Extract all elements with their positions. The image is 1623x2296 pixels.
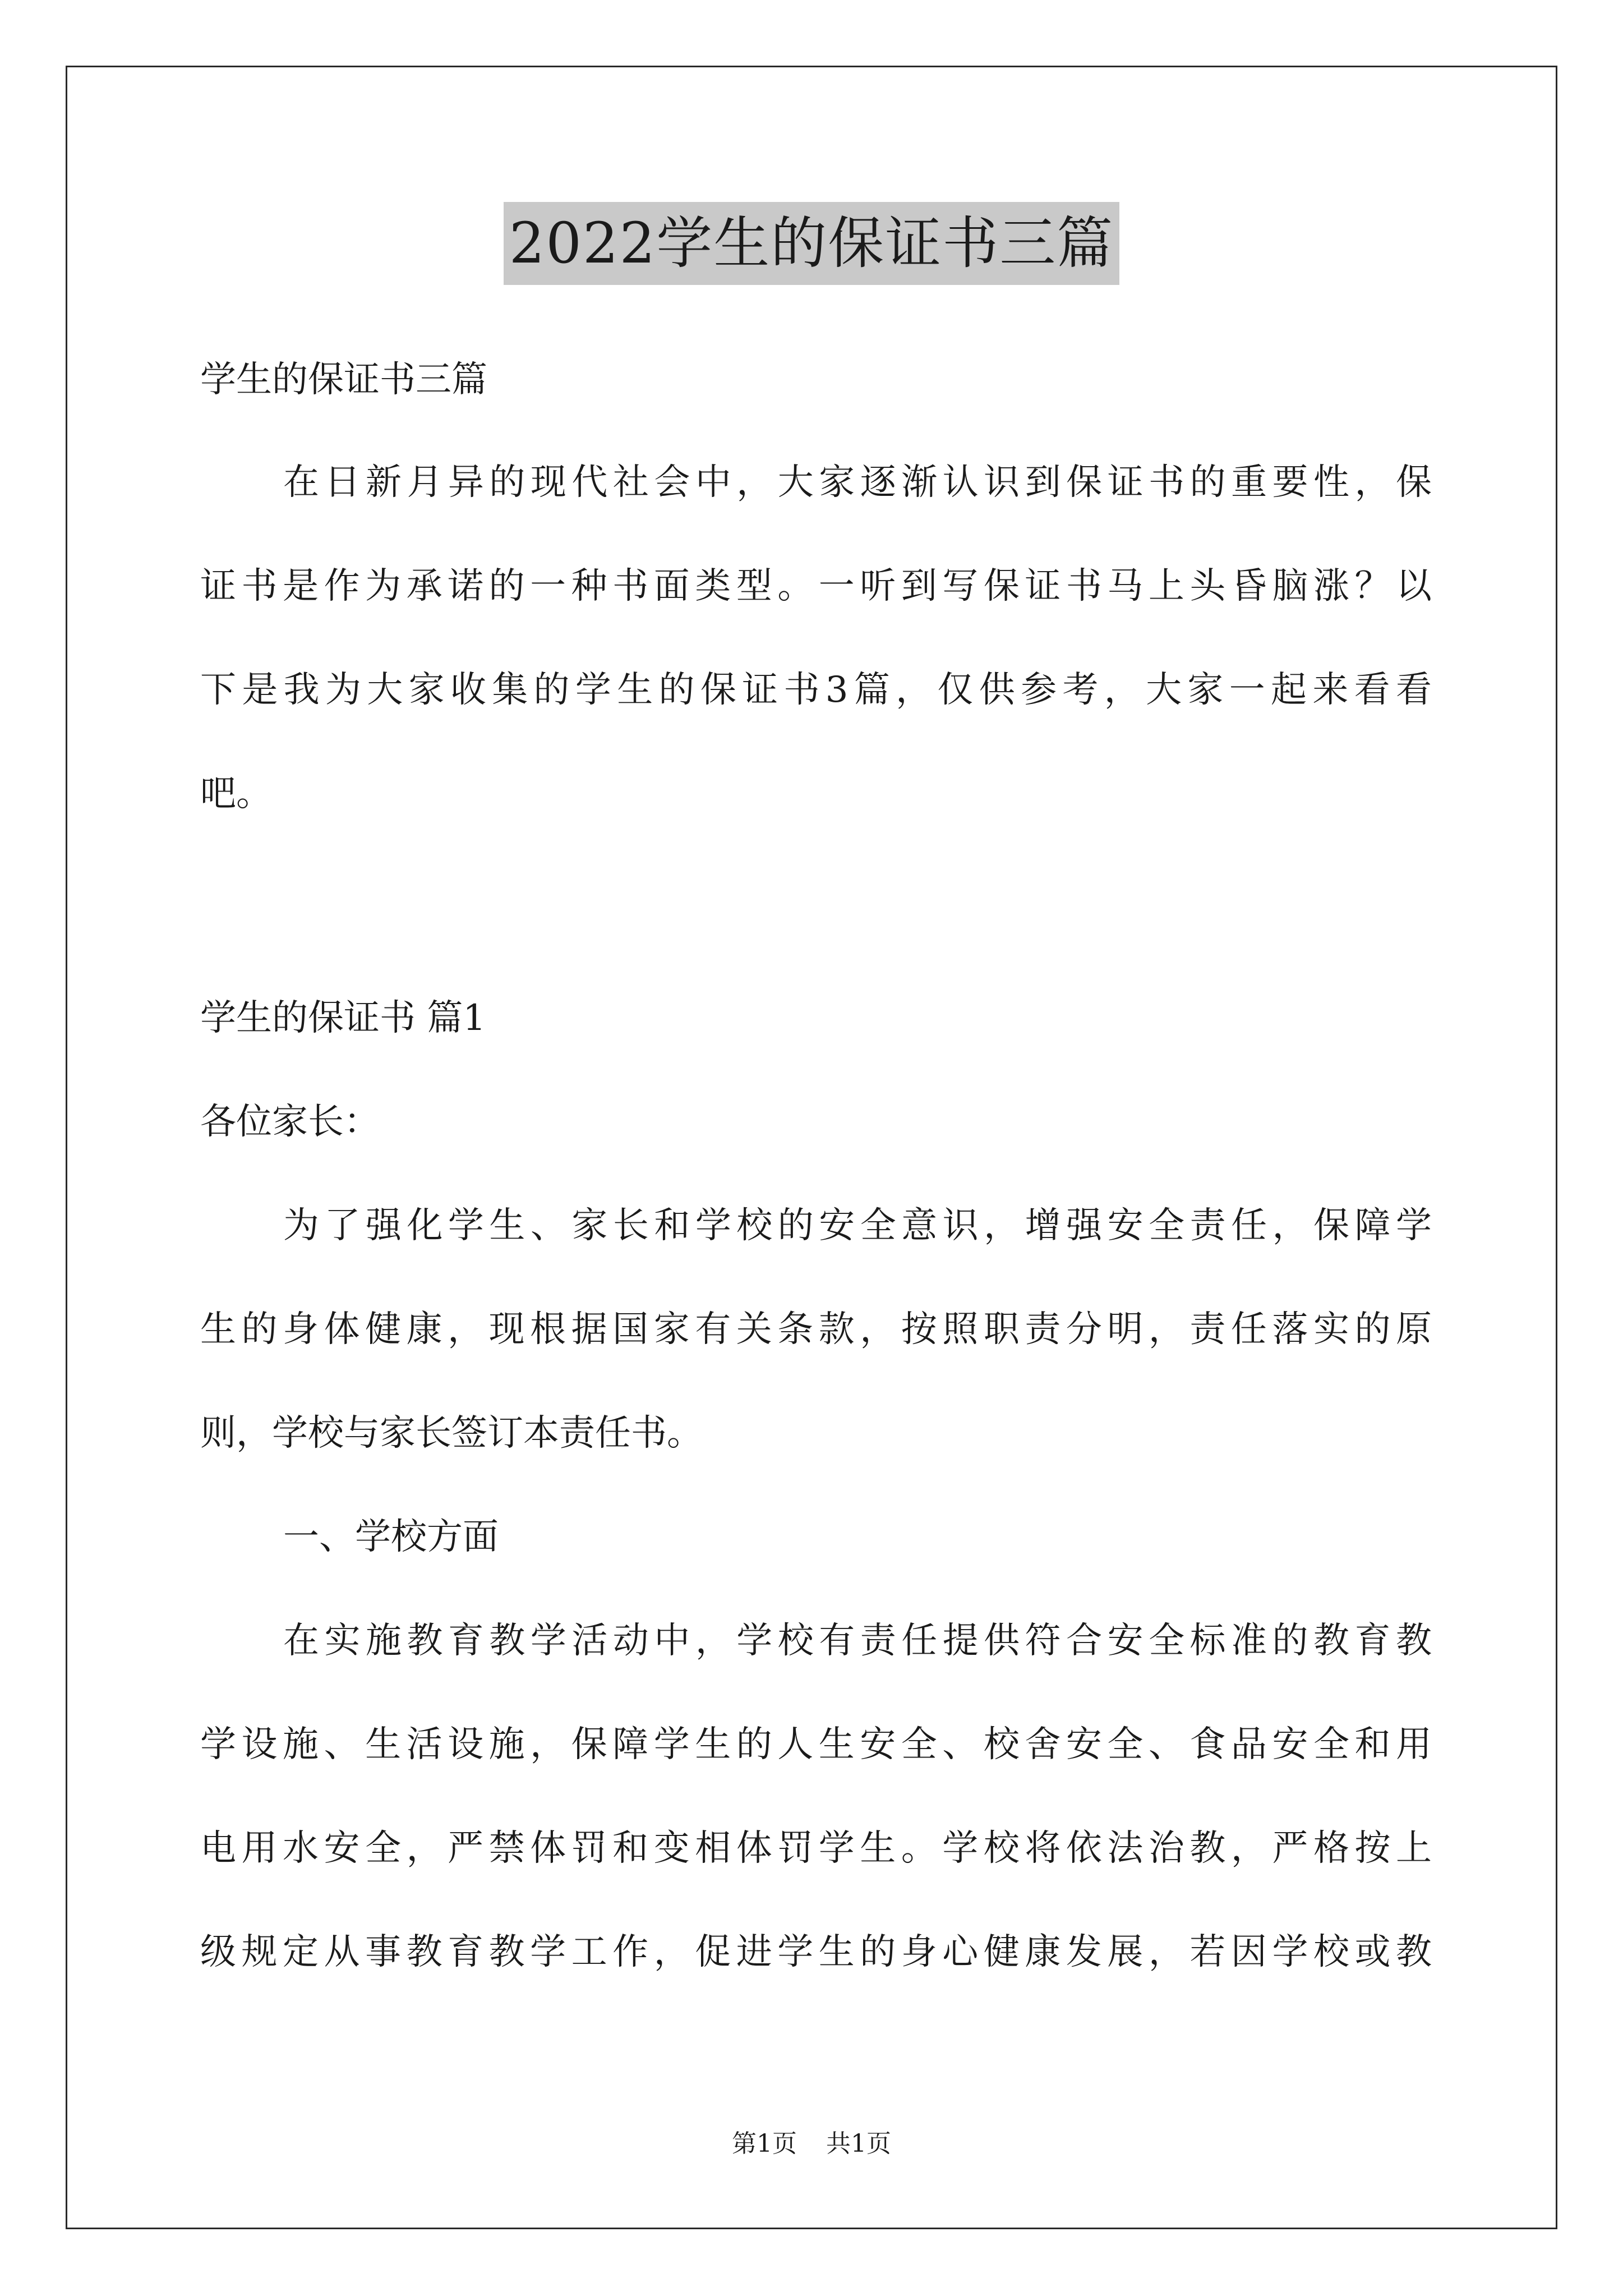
- para1-line-1: 为了强化学生、家长和学校的安全意识，增强安全责任，保障学: [283, 1205, 1432, 1246]
- para2-line-3: 电用水安全，严禁体罚和变相体罚学生。学校将依法治教，严格按上: [200, 1828, 1432, 1869]
- page-footer: [0, 2127, 1623, 2161]
- intro-line-4: 吧。: [200, 773, 272, 815]
- page-total: 共1页: [826, 2129, 891, 2158]
- school-heading: 一、学校方面: [283, 1516, 499, 1558]
- intro-line-2: 证书是作为承诺的一种书面类型。一听到写保证书马上头昏脑涨？以: [200, 565, 1432, 607]
- para2-line-4: 级规定从事教育教学工作，促进学生的身心健康发展，若因学校或教: [200, 1931, 1432, 1973]
- para2-line-2: 学设施、生活设施，保障学生的人生安全、校舍安全、食品安全和用: [200, 1724, 1432, 1765]
- section1-heading: 学生的保证书 篇1: [200, 997, 486, 1039]
- intro-line-1: 在日新月异的现代社会中，大家逐渐认识到保证书的重要性，保: [283, 462, 1432, 503]
- intro-line-3: 下是我为大家收集的学生的保证书3篇，仅供参考，大家一起来看看: [200, 669, 1432, 711]
- para1-line-2: 生的身体健康，现根据国家有关条款，按照职责分明，责任落实的原: [200, 1309, 1432, 1350]
- title-container: [0, 202, 1623, 285]
- page-current: 第1页: [732, 2129, 797, 2158]
- para1-line-3: 则，学校与家长签订本责任书。: [200, 1412, 703, 1454]
- document-title: 2022学生的保证书三篇: [504, 202, 1120, 285]
- para2-line-1: 在实施教育教学活动中，学校有责任提供符合安全标准的教育教: [283, 1620, 1432, 1662]
- subtitle: 学生的保证书三篇: [200, 359, 487, 401]
- salutation: 各位家长：: [200, 1101, 380, 1143]
